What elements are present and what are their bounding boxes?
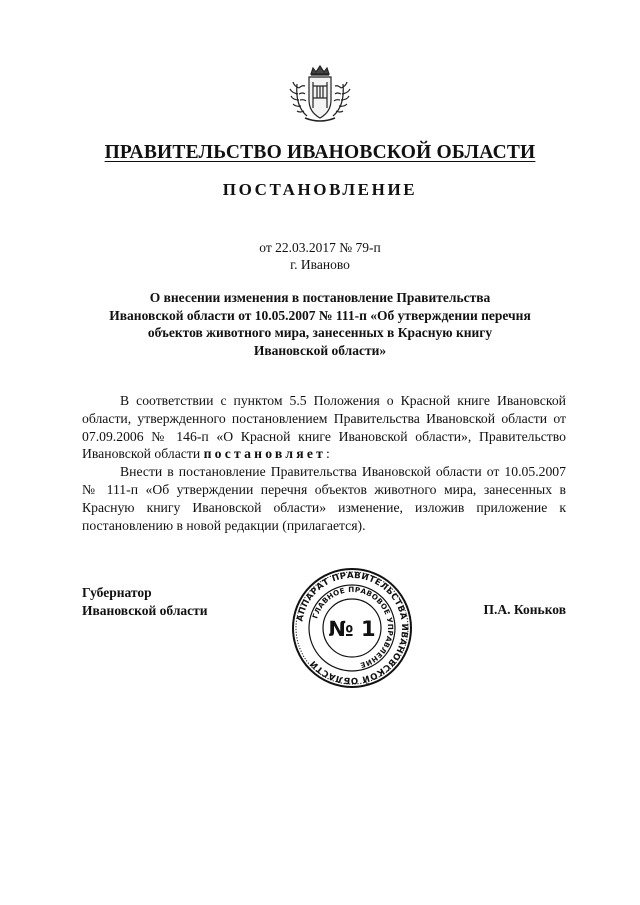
signatory-title xyxy=(82,584,208,620)
signatory-title-line: Ивановской области xyxy=(82,603,208,618)
signatory-name: П.А. Коньков xyxy=(483,602,566,617)
document-body xyxy=(82,392,566,534)
organization-title: ПРАВИТЕЛЬСТВО ИВАНОВСКОЙ ОБЛАСТИ xyxy=(104,142,536,163)
stamp-outer-text: АППАРАТ ПРАВИТЕЛЬСТВА ИВАНОВСКОЙ ОБЛАСТИ xyxy=(295,570,410,686)
coat-of-arms-icon xyxy=(287,62,353,128)
preamble-text: В соответствии с пунктом 5.5 Положения о Красной книге Ивановской области, утвержденного постановлением Правительства Ивановской области от 07.09.2006 № 146-п «О Красной книге Ивановской области», Правительство Ивановской области xyxy=(82,393,566,462)
date-number: от 22.03.2017 № 79-п xyxy=(259,240,381,255)
stamp-inner-text: ГЛАВНОЕ ПРАВОВОЕ УПРАВЛЕНИЕ xyxy=(310,584,396,670)
decree-word: постановляет xyxy=(203,446,327,462)
city: г. Иваново xyxy=(290,257,350,272)
subject-line: объектов животного мира, занесенных в Красную книгу xyxy=(147,325,493,340)
signatory-title-line: Губернатор xyxy=(82,585,152,600)
stamp-number: № 1 xyxy=(328,617,376,641)
document-type: ПОСТАНОВЛЕНИЕ xyxy=(222,180,418,199)
paragraph-preamble xyxy=(82,392,566,463)
document-subject xyxy=(80,289,560,359)
preamble-end: : xyxy=(326,446,330,462)
official-seal-stamp xyxy=(291,567,413,689)
subject-line: О внесении изменения в постановление Правительства xyxy=(149,290,491,305)
paragraph-operative: Внести в постановление Правительства Ивановской области от 10.05.2007 № 111-п «Об утверждении перечня объектов животного мира, занесенных в Красную книгу Ивановской области» изменение, изложив приложение к постановлению в новой редакции (прилагается). xyxy=(82,464,566,533)
subject-line: Ивановской области» xyxy=(253,342,387,358)
subject-line: Ивановской области от 10.05.2007 № 111-п «Об утверждении перечня xyxy=(109,307,531,323)
